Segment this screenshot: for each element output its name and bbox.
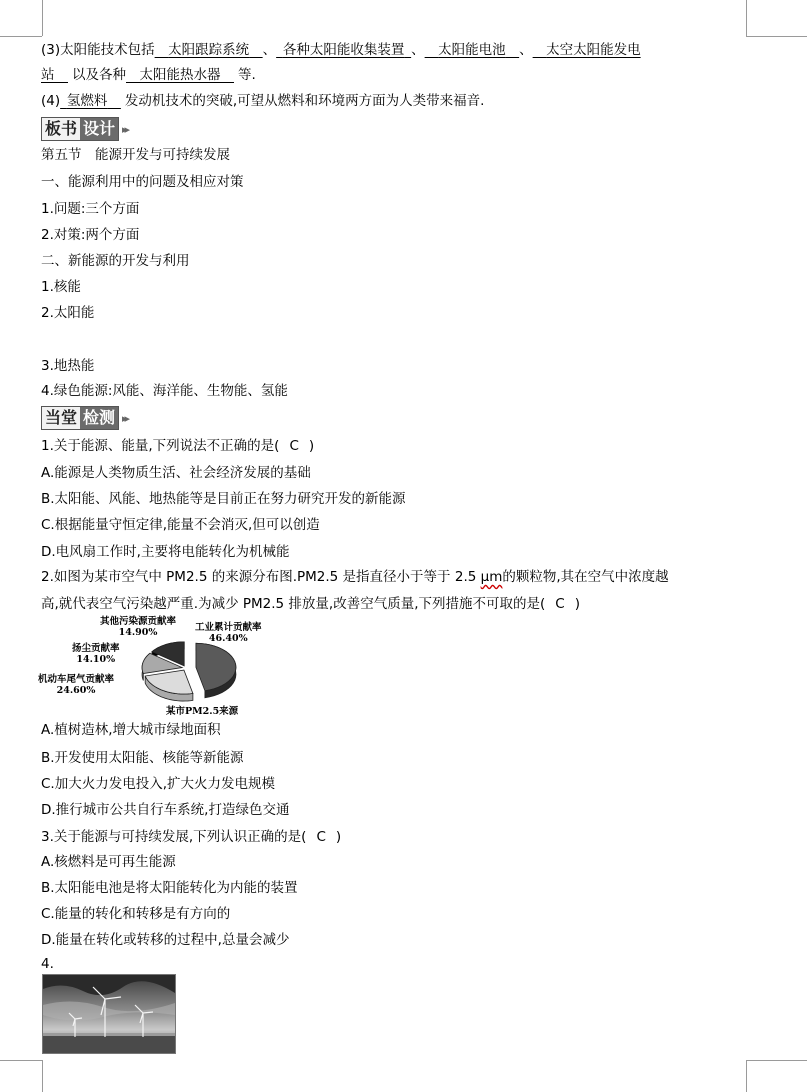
- question-option: A.核燃料是可再生能源: [41, 854, 176, 870]
- unit-text: μm: [480, 569, 503, 585]
- wind-turbine-photo: [42, 974, 176, 1054]
- slice-label-industry: 工业累计贡献率 46.40%: [195, 622, 262, 644]
- question-4-number: 4.: [41, 956, 54, 972]
- question-option: D.推行城市公共自行车系统,打造绿色交通: [41, 802, 290, 818]
- chart-title: 某市PM2.5来源: [166, 706, 239, 717]
- q3-fill-suffix: 等.: [238, 67, 256, 83]
- fill-blank: 太空太阳能发电: [546, 42, 641, 58]
- q3-fill-prefix: (3)太阳能技术包括: [41, 42, 155, 58]
- q3-fill-line1: (3)太阳能技术包括 太阳跟踪系统 、 各种太阳能收集装置 、 太阳能电池 、 太空太阳能发电: [41, 42, 641, 58]
- banner-text: 检测: [80, 407, 118, 429]
- crop-mark: [0, 1060, 42, 1061]
- section-banner-blackboard: [41, 117, 127, 141]
- question-option: C.根据能量守恒定律,能量不会消灭,但可以创造: [41, 517, 320, 533]
- answer-letter: C: [316, 829, 326, 845]
- q3-fill-line2: [41, 66, 256, 84]
- crop-mark: [746, 36, 807, 37]
- outline-item: 4.绿色能源:风能、海洋能、生物能、氢能: [41, 383, 288, 399]
- question-option: D.电风扇工作时,主要将电能转化为机械能: [41, 544, 290, 560]
- answer-letter: C: [555, 596, 565, 612]
- fill-blank: 太阳能电池: [438, 42, 506, 58]
- crop-mark: [0, 36, 42, 37]
- q4-fill-line: (4) 氢燃料 发动机技术的突破,可望从燃料和环境两方面为人类带来福音.: [41, 93, 485, 109]
- outline-item: 1.核能: [41, 279, 81, 295]
- question-2-stem-line1: 2.如图为某市空气中 PM2.5 的来源分布图.PM2.5 是指直径小于等于 2.5 μm的颗粒物,其在空气中浓度越: [41, 569, 669, 585]
- answer-letter: C: [289, 438, 299, 454]
- question-option: B.开发使用太阳能、核能等新能源: [41, 750, 244, 766]
- crop-mark: [42, 1060, 43, 1092]
- question-3-stem: 3.关于能源与可持续发展,下列认识正确的是( C ): [41, 829, 342, 845]
- fill-blank: 各种太阳能收集装置: [282, 42, 405, 58]
- question-option: C.加大火力发电投入,扩大火力发电规模: [41, 776, 276, 792]
- slice-label-vehicle: 机动车尾气贡献率 24.60%: [38, 674, 115, 696]
- question-option: A.植树造林,增大城市绿地面积: [41, 722, 221, 738]
- outline-item: 一、能源利用中的问题及相应对策: [41, 174, 244, 190]
- banner-text: 设计: [80, 118, 118, 140]
- fill-blank: 太阳能热水器: [139, 67, 221, 83]
- arrow-icon: ▸▸: [122, 122, 128, 136]
- question-option: B.太阳能、风能、地热能等是目前正在努力研究开发的新能源: [41, 491, 406, 507]
- outline-item: 第五节 能源开发与可持续发展: [41, 147, 230, 163]
- banner-text: 当堂: [42, 407, 80, 429]
- crop-mark: [42, 0, 43, 36]
- fill-blank: 站: [41, 67, 55, 83]
- question-option: C.能量的转化和转移是有方向的: [41, 906, 231, 922]
- outline-item: 二、新能源的开发与利用: [41, 253, 190, 269]
- crop-mark: [746, 1060, 747, 1092]
- question-option: D.能量在转化或转移的过程中,总量会减少: [41, 932, 290, 948]
- crop-mark: [746, 0, 747, 36]
- pm25-pie-chart: [38, 616, 278, 720]
- fill-blank: 太阳跟踪系统: [168, 42, 250, 58]
- question-1-stem: 1.关于能源、能量,下列说法不正确的是( C ): [41, 438, 315, 454]
- question-option: B.太阳能电池是将太阳能转化为内能的装置: [41, 880, 298, 896]
- outline-item: 1.问题:三个方面: [41, 201, 140, 217]
- q4-fill-suffix: 发动机技术的突破,可望从燃料和环境两方面为人类带来福音.: [124, 93, 485, 109]
- fill-blank: 氢燃料: [66, 93, 108, 109]
- outline-item: 2.太阳能: [41, 305, 95, 321]
- q3-fill-mid: 以及各种: [72, 67, 126, 83]
- banner-text: 板书: [42, 118, 80, 140]
- outline-item: 3.地热能: [41, 358, 95, 374]
- question-option: A.能源是人类物质生活、社会经济发展的基础: [41, 465, 311, 481]
- crop-mark: [746, 1060, 807, 1061]
- slice-label-dust: 扬尘贡献率 14.10%: [72, 643, 120, 665]
- section-banner-quiz: [41, 406, 127, 430]
- slice-label-other: 其他污染源贡献率 14.90%: [100, 616, 177, 638]
- arrow-icon: ▸▸: [122, 411, 128, 425]
- question-2-stem-line2: 高,就代表空气污染越严重.为减少 PM2.5 排放量,改善空气质量,下列措施不可取的是( C ): [41, 596, 580, 612]
- outline-item: 2.对策:两个方面: [41, 227, 140, 243]
